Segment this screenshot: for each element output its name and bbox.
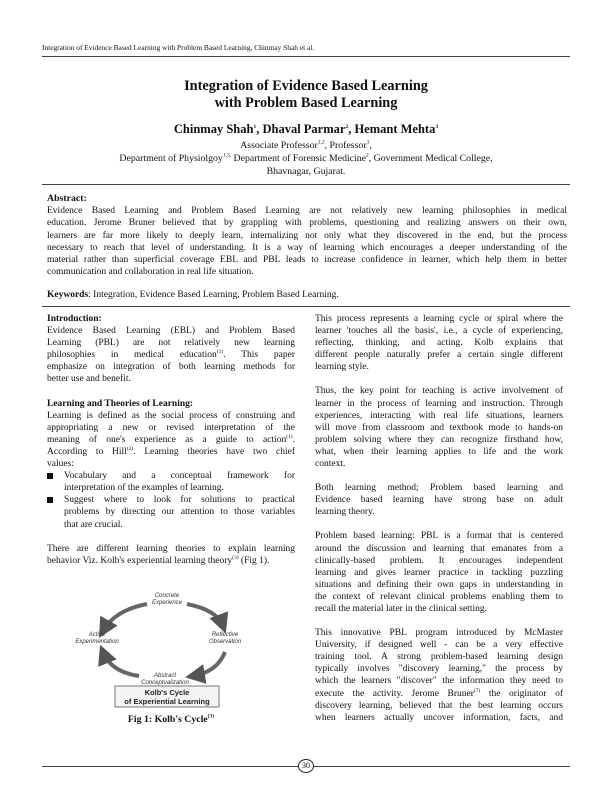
keywords-label: Keywords	[47, 290, 89, 300]
concrete-label: Concrete	[154, 593, 180, 599]
text-line: training tool. A strong problem-based learning design	[315, 652, 563, 663]
text-fragment: execute the activity. Jerome Bruner	[315, 688, 474, 699]
author-2-sup: 2	[345, 123, 349, 130]
text-line: This process represents a learning cycle or spiral where the	[315, 314, 563, 324]
citation-sup: (1)	[286, 433, 293, 440]
author-3-sup: 3	[435, 123, 439, 130]
author-1: Chinmay Shah	[173, 122, 254, 136]
text-line: discovery learning, believed that the best learning occurs	[315, 700, 563, 711]
keywords	[47, 290, 339, 300]
article-title	[42, 78, 570, 112]
author-list: Chinmay Shah$^1$, Dhaval Parmar$^2$, Hemant Mehta$^3$	[173, 122, 439, 136]
abstract-label-2: Conceptualization	[141, 680, 189, 686]
dept-a-sup: 1,3,	[222, 152, 232, 159]
text-line: Problem based learning: PBL is a format that is centered	[315, 531, 563, 542]
dept-b-sup: 2	[366, 152, 369, 159]
abstract-line: material rather than superficial coverage EBL and PBL leads to increase confidence in learner, which help them in better	[47, 255, 567, 266]
square-bullet-icon	[47, 473, 53, 479]
text-fragment: behavior Viz. Kolb's experiential learning theory	[47, 555, 233, 566]
title-line-1: Integration of Evidence Based Learning	[184, 78, 428, 94]
cycle-arrow	[103, 604, 147, 631]
text-line: the context of relevant clinical problems enabling them to	[315, 591, 563, 602]
positions-b-sup: 3	[366, 139, 370, 146]
concrete-label-2: Experience	[151, 600, 183, 606]
banner-line-1: Kolb's Cycle	[144, 688, 190, 697]
header-rule	[42, 56, 570, 57]
positions-a-sup: 1,2	[317, 139, 325, 146]
text-line: This innovative PBL program introduced by McMaster	[315, 628, 563, 639]
text-line: around the discussion and learning that emanates from a	[315, 543, 563, 554]
text-line: learning and gives learner practice in tackling puzzling	[315, 567, 563, 578]
cycle-arrow	[103, 652, 139, 676]
text-line: meaning of one's experience as a guide to action$^{(1)}$.	[47, 433, 295, 445]
text-line: situations and defining their own gaps in understanding in	[315, 579, 563, 590]
text-line: reflecting, thinking, and acting. Kolb explains that	[315, 338, 563, 349]
positions-b: , Professor	[324, 140, 367, 151]
departments	[42, 153, 570, 164]
text-line: Suggest where to look for solutions to practical	[64, 495, 295, 506]
text-fragment: philosophies in medical education	[47, 350, 217, 361]
body-top-rule	[42, 306, 570, 307]
text-line: problems by directing our attention to those variables	[64, 507, 295, 518]
reflective-label-2: Observation	[208, 639, 242, 645]
title-line-2: with Problem Based Learning	[214, 95, 398, 111]
citation-sup: (1)	[216, 349, 224, 356]
author-1-sup: 1	[253, 123, 257, 130]
reflective-label: Reflective	[211, 632, 239, 638]
active-label-2: Experimentation	[75, 639, 119, 645]
text-line: appropriating a new or revised interpretation of the	[47, 422, 295, 433]
text-line: context.	[315, 459, 346, 470]
cycle-arrow	[193, 652, 225, 676]
text-line: Evidence Based Learning (EBL) and Problem Based	[47, 326, 295, 337]
text-line	[47, 555, 295, 567]
bullet-item	[47, 470, 295, 494]
text-fragment: the originator of	[480, 688, 563, 699]
text-line: problem solving where they can recognize firsthand how,	[315, 434, 563, 445]
text-line: will move from classroom and textbook mode to hands-on	[315, 422, 563, 433]
text-line: better use and benefit.	[47, 374, 131, 385]
text-line: University, if designed well - can be a very effective	[315, 640, 563, 651]
abstract-line: Evidence Based Learning and Problem Based Learning are not relatively new learning philosophies in medical	[47, 206, 567, 216]
text-fragment: (Fig 1).	[238, 555, 270, 566]
abstract-line: necessary to reach that level of understanding. It is a way of learning which encourages a deeper understanding of the	[47, 242, 567, 253]
keywords-text: : Integration, Evidence Based Learning, Problem Based Learning.	[88, 290, 339, 300]
text-line: recall the material later in the clinical setting.	[315, 603, 487, 614]
dept-b: Department of Forensic Medicine	[231, 153, 367, 164]
text-line: values:	[47, 459, 74, 470]
dept-c: , Government Medical College,	[368, 153, 493, 164]
text-line: clinically-based problem. It encourages independent	[315, 555, 563, 566]
text-line: which the learners "discover" the information they need to	[315, 676, 563, 687]
text-line: different people naturally prefer a certain single different	[315, 350, 563, 361]
text-line: learning theory.	[315, 507, 375, 518]
abstract-label: Abstract	[153, 673, 177, 679]
abstract-line: communication and collaboration in real life situation.	[47, 267, 254, 278]
kolb-cycle-figure	[75, 586, 259, 708]
text-fragment: . This paper	[223, 350, 295, 361]
text-line	[315, 688, 563, 700]
figure-caption	[47, 714, 295, 725]
running-head: Integration of Evidence Based Learning with Problem Based Learning, Chinmay Shah et al.	[42, 43, 315, 52]
text-line: what, when their learning applies to life and the work	[315, 446, 563, 457]
text-line: experiences, interacting with real life situations, learners	[315, 410, 563, 421]
text-line: learner 'touches all the basis', i.e., a cycle of experiencing,	[315, 326, 563, 337]
dept-a: Department of Physiolgoy	[119, 153, 223, 164]
text-line: Learning (PBL) are not relatively new learning	[47, 338, 295, 349]
abstract-body	[47, 205, 567, 279]
text-line: learner in the process of learning and instruction. Through	[315, 398, 563, 409]
text-fragment: According to Hill	[47, 446, 127, 457]
abstract-top-rule	[42, 184, 570, 185]
square-bullet-icon	[47, 497, 53, 503]
positions-c: ,	[369, 140, 372, 151]
bullet-item	[47, 494, 295, 530]
text-line: Evidence based learning have strong base on adult	[315, 495, 563, 506]
theories-heading: Learning and Theories of Learning:	[47, 398, 194, 409]
author-2: Dhaval Parmar	[262, 122, 346, 136]
text-line: that are crucial.	[64, 519, 123, 530]
left-column	[47, 313, 295, 567]
text-line: when learners actually uncover information, facts, and	[315, 712, 563, 723]
text-line	[47, 446, 295, 458]
text-fragment: . Learning theories have two chief	[133, 446, 295, 457]
text-fragment: meaning of one's experience as a guide to action	[47, 434, 287, 445]
text-line: typically involves "discovery learning," the process by	[315, 664, 563, 675]
author-3: Hemant Mehta	[354, 122, 436, 136]
positions-a: Associate Professor	[240, 140, 318, 151]
abstract-heading: Abstract:	[47, 193, 87, 204]
citation-sup: (7)	[473, 687, 481, 694]
intro-heading: Introduction:	[47, 314, 102, 324]
active-label: Active	[88, 632, 106, 638]
right-column	[315, 313, 563, 724]
text-line: There are different learning theories to explain learning	[47, 543, 295, 554]
caption-text: Fig 1: Kolb's Cycle	[127, 714, 208, 725]
page-number: 30	[298, 759, 314, 773]
banner-line-2: of Experiential Learning	[124, 697, 210, 706]
citation-sup: (3)	[232, 554, 239, 561]
text-line	[47, 349, 295, 361]
text-line: learning style.	[315, 362, 369, 373]
cycle-arrow	[187, 604, 223, 626]
text-line: emphasize on integration of both learning methods for	[47, 362, 295, 373]
text-line: interpretation of the examples of learning.	[64, 483, 224, 494]
institution-place: Bhavnagar, Gujarat.	[266, 166, 346, 177]
text-line: Learning is defined as the social process of construing and	[47, 410, 295, 421]
text-line: Thus, the key point for teaching is active involvement of	[315, 386, 563, 397]
author-positions	[42, 140, 570, 151]
caption-sup: (3)	[207, 713, 215, 720]
abstract-line: education. Jerome Bruner believed that by grappling with problems, questioning and realizing answers on their own,	[47, 218, 567, 229]
text-line: Vocabulary and a conceptual framework for	[64, 471, 295, 482]
citation-sup: (2)	[126, 445, 134, 452]
abstract-line: learners are far more likely to deeply learn, internalizing not only what they discovered in the end, but the process	[47, 230, 567, 241]
text-line: Both learning method; Problem based learning and	[315, 483, 563, 494]
